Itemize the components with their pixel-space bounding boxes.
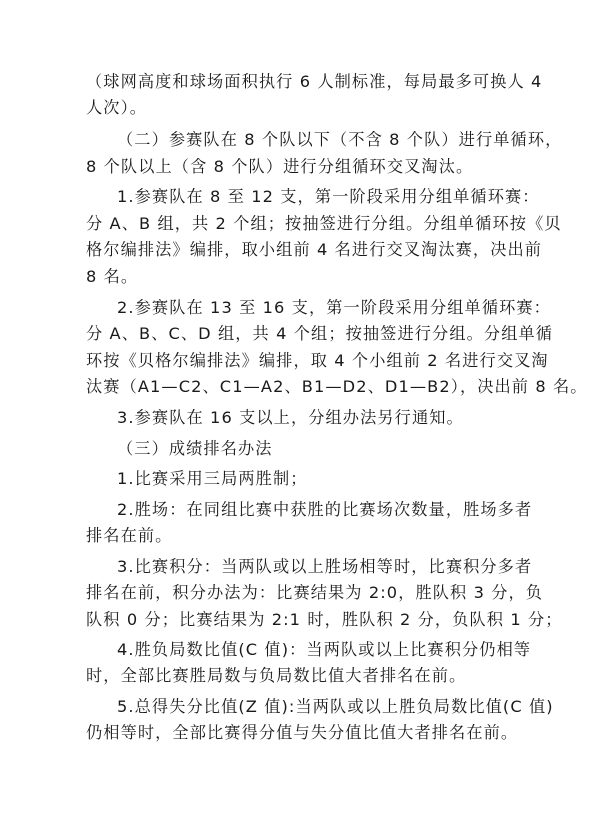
paragraph-line: 1.比赛采用三局两胜制；	[117, 469, 308, 488]
paragraph-line: 分 A、B 组，共 2 个组；按抽签进行分组。分组单循环按《贝	[86, 214, 562, 233]
paragraph-line: 1.参赛队在 8 至 12 支，第一阶段采用分组单循环赛：	[117, 187, 540, 206]
paragraph-line: 8 个队以上（含 8 个队）进行分组循环交叉淘汰。	[86, 157, 474, 176]
paragraph-line: 时，全部比赛胜局数与负局数比值大者排名在前。	[86, 666, 467, 685]
paragraph-line: 4.胜负局数比值(C 值)：当两队或以上比赛积分仍相等	[117, 640, 532, 659]
paragraph-line: 2.参赛队在 13 至 16 支，第一阶段采用分组单循环赛：	[117, 298, 551, 317]
paragraph-line: （二）参赛队在 8 个队以下（不含 8 个队）进行单循环，	[117, 130, 563, 149]
paragraph-line: 2.胜场：在同组比赛中获胜的比赛场次数量，胜场多者	[117, 500, 533, 519]
paragraph-line: 汰赛（A1—C2、C1—A2、B1—D2、D1—B2），决出前 8 名。	[86, 377, 588, 396]
paragraph-line: 仍相等时，全部比赛得分值与失分值比值大者排名在前。	[86, 723, 519, 742]
paragraph-line: 分 A、B、C、D 组，共 4 个组；按抽签进行分组。分组单循	[86, 324, 554, 343]
section-heading: （三）成绩排名办法	[117, 439, 273, 458]
paragraph-line: 格尔编排法》编排，取小组前 4 名进行交叉淘汰赛，决出前	[86, 240, 543, 259]
paragraph-line: 队积 0 分；比赛结果为 2:1 时，胜队积 2 分，负队积 1 分；	[86, 610, 563, 629]
paragraph-line: 环按《贝格尔编排法》编排，取 4 个小组前 2 名进行交叉淘	[86, 351, 549, 370]
paragraph-line: 5.总得失分比值(Z 值):当两队或以上胜负局数比值(C 值)	[117, 697, 554, 716]
paragraph-line: 3.比赛积分：当两队或以上胜场相等时，比赛积分多者	[117, 557, 533, 576]
paragraph-line: 人次）。	[86, 98, 148, 117]
paragraph-line: 排名在前。	[86, 526, 173, 545]
paragraph-line: 8 名。	[86, 267, 139, 286]
paragraph-line: 排名在前，积分办法为：比赛结果为 2:0，胜队积 3 分，负	[86, 583, 544, 602]
paragraph-line: 3.参赛队在 16 支以上，分组办法另行通知。	[117, 408, 464, 427]
paragraph-line: （球网高度和球场面积执行 6 人制标准，每局最多可换人 4	[86, 72, 543, 91]
